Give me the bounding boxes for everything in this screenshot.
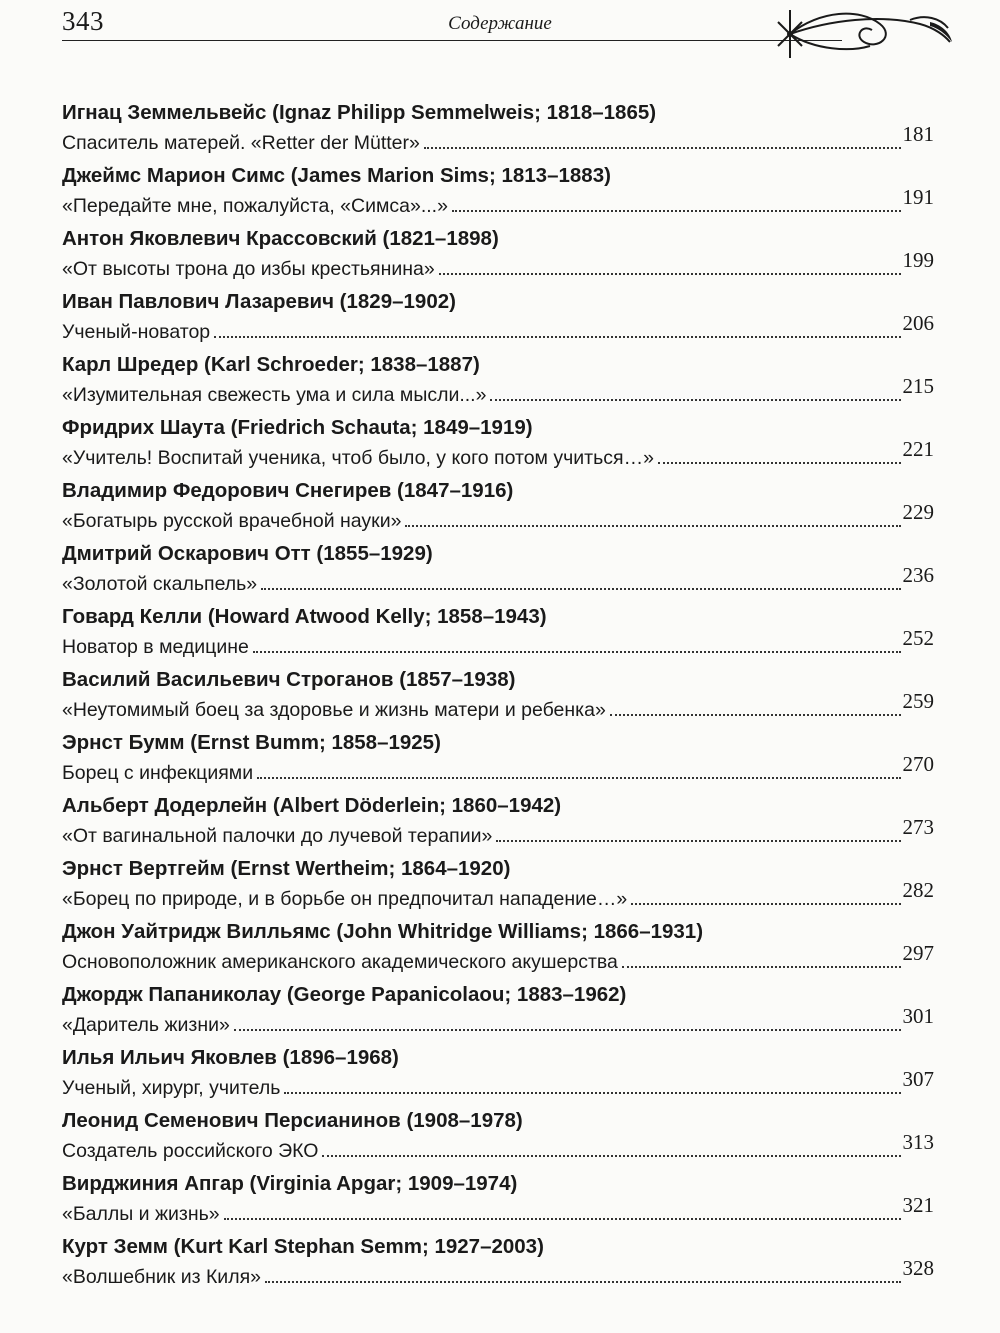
header-rule [62, 40, 842, 41]
entry-subtitle: «Богатырь русской врачебной науки» [62, 510, 402, 532]
entry-page-number: 307 [902, 1067, 934, 1091]
entry-page-number: 229 [902, 500, 934, 524]
entry-line [62, 689, 934, 724]
dot-leader [658, 462, 901, 464]
entry-subtitle: «Золотой скальпель» [62, 573, 258, 595]
entry-line [62, 185, 934, 220]
toc-entry [62, 350, 934, 413]
entry-line [62, 1067, 934, 1102]
entry-title: Василий Васильевич Строганов (1857–1938) [62, 668, 516, 691]
entry-line [62, 248, 934, 283]
entry-title: Курт Земм (Kurt Karl Stephan Semm; 1927–2003) [62, 1235, 544, 1258]
dot-leader [224, 1218, 901, 1220]
dot-leader [452, 210, 901, 212]
entry-page-number: 259 [902, 689, 934, 713]
entry-line [62, 1256, 934, 1291]
entry-line [62, 311, 934, 346]
entry-page-number: 199 [902, 248, 934, 272]
entry-title: Эрнст Бумм (Ernst Bumm; 1858–1925) [62, 731, 441, 754]
page-number: 343 [62, 6, 104, 36]
entry-line [62, 1004, 934, 1039]
dot-leader [424, 147, 901, 149]
entry-subtitle: «Передайте мне, пожалуйста, «Симса»...» [62, 195, 448, 217]
toc-entry [62, 539, 934, 602]
dot-leader [439, 273, 901, 275]
entry-page-number: 297 [902, 941, 934, 965]
entry-title: Иван Павлович Лазаревич (1829–1902) [62, 290, 456, 313]
entry-page-number: 252 [902, 626, 934, 650]
entry-page-number: 215 [902, 374, 934, 398]
entry-subtitle: Ученый, хирург, учитель [62, 1077, 281, 1099]
entry-line [62, 374, 934, 409]
toc-entry [62, 98, 934, 161]
entry-line [62, 122, 934, 157]
entry-title: Альберт Додерлейн (Albert Döderlein; 1860–1942) [62, 794, 562, 817]
entry-title: Джон Уайтридж Вилльямс (John Whitridge Williams; 1866–1931) [62, 920, 704, 943]
entry-title: Фридрих Шаута (Friedrich Schauta; 1849–1919) [62, 416, 533, 439]
entry-page-number: 181 [902, 122, 934, 146]
entry-page-number: 191 [902, 185, 934, 209]
entry-title: Эрнст Вертгейм (Ernst Wertheim; 1864–1920) [62, 857, 511, 880]
entry-title: Вирджиния Апгар (Virginia Apgar; 1909–1974) [62, 1172, 518, 1195]
entry-subtitle: «Даритель жизни» [62, 1014, 230, 1036]
entry-page-number: 270 [902, 752, 934, 776]
entry-line [62, 437, 934, 472]
dot-leader [261, 588, 900, 590]
toc-entry [62, 161, 934, 224]
entry-line [62, 1193, 934, 1228]
entry-subtitle: Новатор в медицине [62, 636, 249, 658]
entry-page-number: 282 [902, 878, 934, 902]
toc-entry [62, 791, 934, 854]
entry-title: Джордж Папаниколау (George Papanicolaou; 1883–1962) [62, 983, 627, 1006]
toc-entry [62, 602, 934, 665]
entry-title: Илья Ильич Яковлев (1896–1968) [62, 1046, 399, 1069]
entry-line [62, 752, 934, 787]
entry-subtitle: «Неутомимый боец за здоровье и жизнь матери и ребенка» [62, 699, 606, 721]
entry-subtitle: Борец с инфекциями [62, 762, 254, 784]
entry-subtitle: Ученый-новатор [62, 321, 211, 343]
entry-page-number: 301 [902, 1004, 934, 1028]
entry-subtitle: «Волшебник из Киля» [62, 1266, 261, 1288]
toc-entry [62, 1169, 934, 1232]
toc-entry [62, 917, 934, 980]
toc-entry [62, 854, 934, 917]
dot-leader [631, 903, 900, 905]
dot-leader [253, 651, 901, 653]
entry-line [62, 815, 934, 850]
entry-title: Говард Келли (Howard Atwood Kelly; 1858–1943) [62, 605, 547, 628]
entry-subtitle: Создатель российского ЭКО [62, 1140, 319, 1162]
entry-subtitle: Основоположник американского академического акушерства [62, 951, 618, 973]
toc-entry [62, 1232, 934, 1295]
entry-title: Карл Шредер (Karl Schroeder; 1838–1887) [62, 353, 480, 376]
entry-page-number: 221 [902, 437, 934, 461]
entry-title: Игнац Земмельвейс (Ignaz Philipp Semmelweis; 1818–1865) [62, 101, 657, 124]
dot-leader [214, 336, 900, 338]
entry-subtitle: «Учитель! Воспитай ученика, чтоб было, у кого потом учиться…» [62, 447, 654, 469]
toc-entry [62, 476, 934, 539]
entry-line [62, 1130, 934, 1165]
running-title: Содержание [448, 13, 552, 34]
page-header [0, 0, 1000, 60]
flourish-ornament-icon [760, 2, 960, 64]
entry-page-number: 206 [902, 311, 934, 335]
dot-leader [490, 399, 900, 401]
toc-entry [62, 413, 934, 476]
entry-subtitle: «Борец по природе, и в борьбе он предпочитал нападение…» [62, 888, 628, 910]
toc-entry [62, 665, 934, 728]
entry-subtitle: Спаситель матерей. «Retter der Mütter» [62, 132, 420, 154]
dot-leader [622, 966, 901, 968]
dot-leader [257, 777, 900, 779]
table-of-contents [62, 98, 934, 1295]
toc-entry [62, 1043, 934, 1106]
entry-subtitle: «Изумительная свежесть ума и сила мысли...» [62, 384, 487, 406]
entry-line [62, 500, 934, 535]
entry-subtitle: «От высоты трона до избы крестьянина» [62, 258, 435, 280]
entry-page-number: 313 [902, 1130, 934, 1154]
entry-title: Джеймс Марион Симс (James Marion Sims; 1813–1883) [62, 164, 611, 187]
dot-leader [496, 840, 900, 842]
dot-leader [610, 714, 901, 716]
toc-entry [62, 287, 934, 350]
entry-title: Леонид Семенович Персианинов (1908–1978) [62, 1109, 523, 1132]
entry-line [62, 563, 934, 598]
toc-entry [62, 728, 934, 791]
entry-line [62, 626, 934, 661]
entry-title: Владимир Федорович Снегирев (1847–1916) [62, 479, 514, 502]
toc-entry [62, 980, 934, 1043]
entry-page-number: 328 [902, 1256, 934, 1280]
entry-subtitle: «От вагинальной палочки до лучевой терапии» [62, 825, 493, 847]
entry-title: Дмитрий Оскарович Отт (1855–1929) [62, 542, 433, 565]
toc-entry [62, 1106, 934, 1169]
dot-leader [265, 1281, 901, 1283]
dot-leader [322, 1155, 900, 1157]
dot-leader [405, 525, 900, 527]
entry-title: Антон Яковлевич Крассовский (1821–1898) [62, 227, 499, 250]
dot-leader [234, 1029, 901, 1031]
dot-leader [284, 1092, 900, 1094]
toc-entry [62, 224, 934, 287]
entry-line [62, 878, 934, 913]
entry-subtitle: «Баллы и жизнь» [62, 1203, 220, 1225]
entry-page-number: 273 [902, 815, 934, 839]
entry-page-number: 321 [902, 1193, 934, 1217]
entry-line [62, 941, 934, 976]
entry-page-number: 236 [902, 563, 934, 587]
